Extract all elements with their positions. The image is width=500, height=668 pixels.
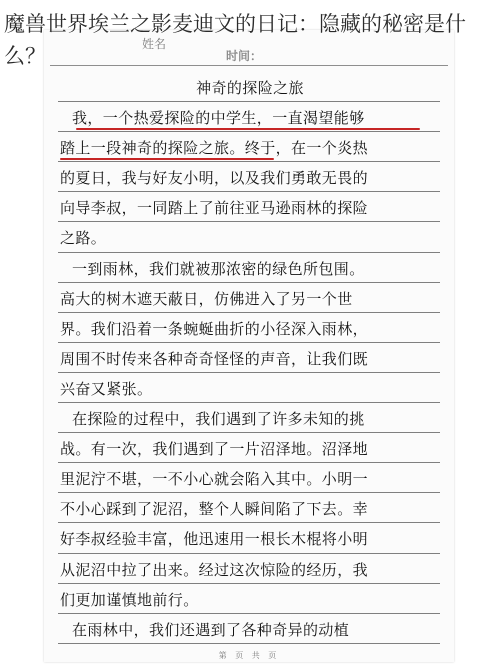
essay-line: 界。我们沿着一条蜿蜒曲折的小径深入雨林， [58, 313, 440, 343]
essay-line: 兴奋又紧张。 [58, 373, 440, 403]
essay-line: 踏上一段神奇的探险之旅。终于，在一个炎热 [58, 132, 440, 162]
time-label: 时间： [226, 49, 263, 63]
essay-line: 不小心踩到了泥沼，整个人瞬间陷了下去。幸 [58, 493, 440, 523]
essay-line: 在探险的过程中，我们遇到了许多未知的挑 [58, 403, 440, 433]
essay-line: 向导李叔，一同踏上了前往亚马逊雨林的探险 [58, 192, 440, 222]
essay-line: 好李叔经验丰富，他迅速用一根长木棍将小明 [58, 523, 440, 553]
essay-body [58, 72, 440, 644]
essay-line: 高大的树木遮天蔽日，仿佛进入了另一个世 [58, 283, 440, 313]
essay-title: 神奇的探险之旅 [58, 72, 440, 102]
essay-line: 从泥沼中拉了出来。经过这次惊险的经历，我 [58, 554, 440, 584]
essay-line: 们更加谨慎地前行。 [58, 584, 440, 614]
red-underline [76, 128, 420, 130]
essay-line: 的夏日，我与好友小明，以及我们勇敢无畏的 [58, 162, 440, 192]
essay-line: 一到雨林，我们就被那浓密的绿色所包围。 [58, 253, 440, 283]
name-label: 姓名 [142, 37, 167, 51]
page-title: 魔兽世界埃兰之影麦迪文的日记：隐藏的秘密是什么？ [4, 12, 466, 68]
essay-line: 之路。 [58, 222, 440, 252]
essay-line: 里泥泞不堪，一不小心就会陷入其中。小明一 [58, 463, 440, 493]
essay-paper [44, 30, 454, 662]
red-underline [60, 158, 274, 160]
essay-line: 周围不时传来各种奇奇怪怪的声音，让我们既 [58, 343, 440, 373]
essay-line: 在雨林中，我们还遇到了各种奇异的动植 [58, 614, 440, 644]
essay-line: 战。有一次，我们遇到了一片沼泽地。沼泽地 [58, 433, 440, 463]
essay-line: 我，一个热爱探险的中学生，一直渴望能够 [58, 102, 440, 132]
page-footer: 第 页 共 页 [218, 651, 280, 660]
